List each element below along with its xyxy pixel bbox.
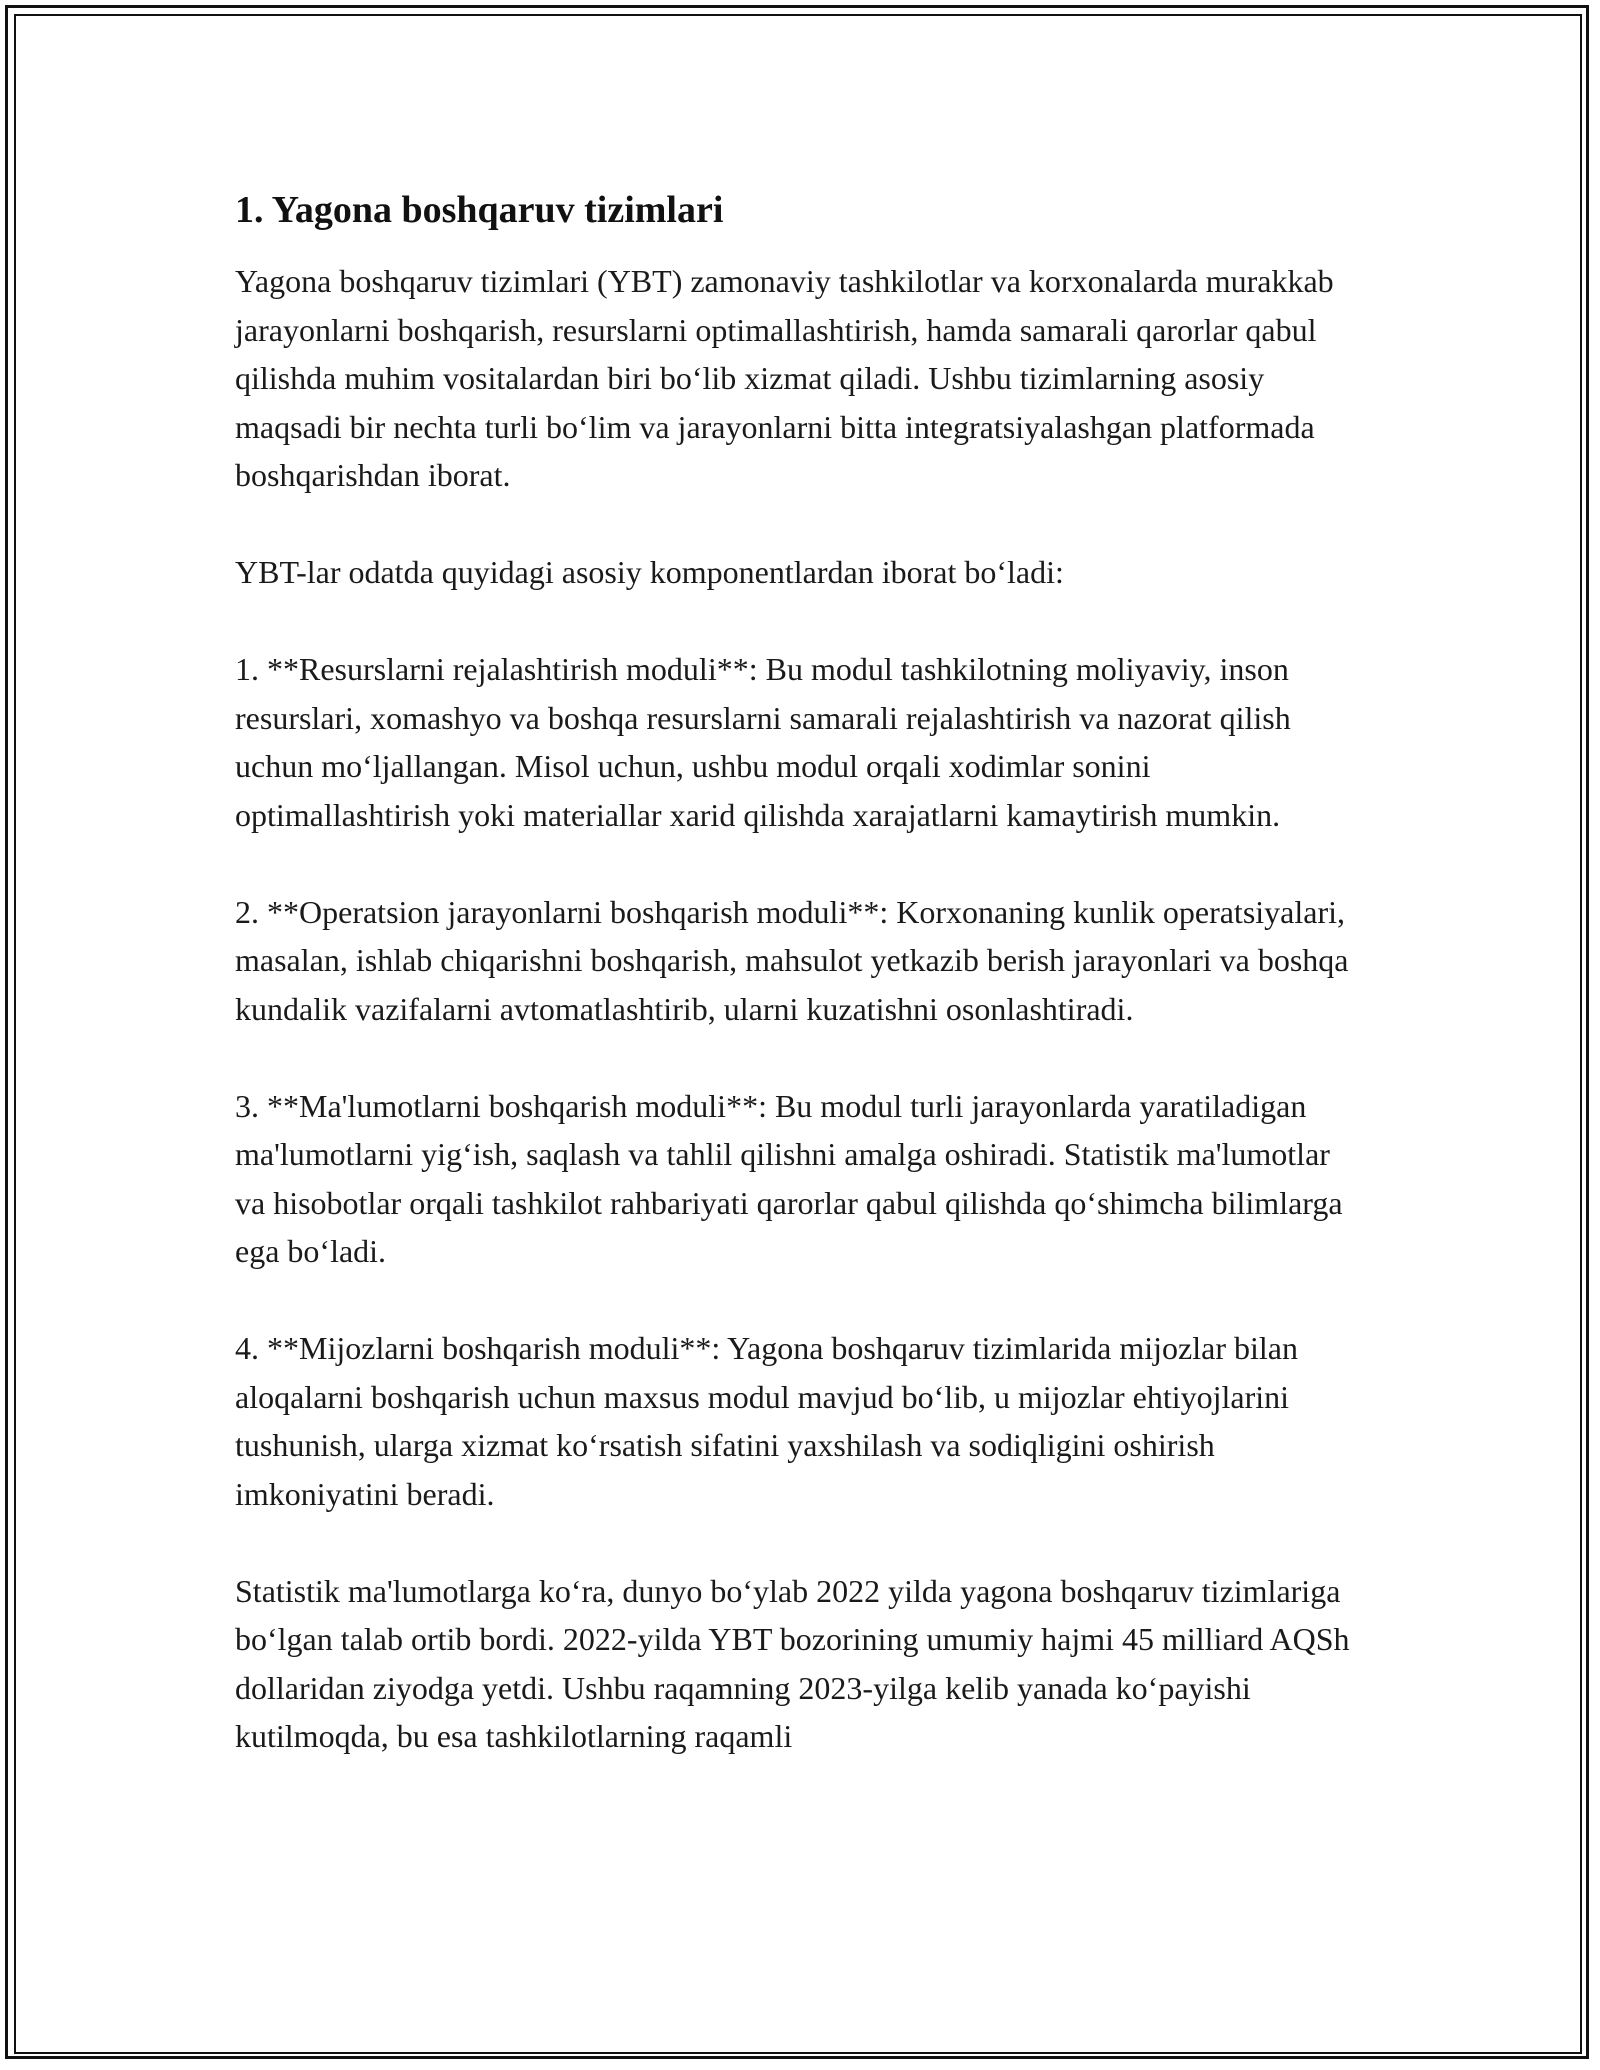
paragraph-statistics: Statistik ma'lumotlarga koʻra, dunyo boʻylab 2022 yilda yagona boshqaruv tizimlariga boʻlgan talab ortib bordi. 2022-yilda YBT bozorining umumiy hajmi 45 milliard AQSh dollaridan ziyodga yetdi. Ushbu raqamning 2023-yilga kelib yanada koʻpayishi kutilmoqda, bu esa tashkilotlarning raqamli	[235, 1572, 1350, 1754]
paragraph-intro: Yagona boshqaruv tizimlari (YBT) zamonaviy tashkilotlar va korxonalarda murakkab jarayonlarni boshqarish, resurslarni optimallashtirish, hamda samarali qarorlar qabul qilishda muhim vositalardan biri boʻlib xizmat qiladi. Ushbu tizimlarning asosiy maqsadi bir nechta turli boʻlim va jarayonlarni bitta integratsiyalashgan platformada boshqarishdan iborat.	[235, 263, 1334, 493]
paragraph-resource-module: 1. **Resurslarni rejalashtirish moduli**: Bu modul tashkilotning moliyaviy, inson resurslari, xomashyo va boshqa resurslarni samarali rejalashtirish va nazorat qilish uchun moʻljallangan. Misol uchun, ushbu modul orqali xodimlar sonini optimallashtirish yoki materiallar xarid qilishda xarajatlarni kamaytirish mumkin.	[235, 651, 1291, 833]
paragraph-data-module: 3. **Ma'lumotlarni boshqarish moduli**: Bu modul turli jarayonlarda yaratiladigan ma'lumotlarni yigʻish, saqlash va tahlil qilishni amalga oshiradi. Statistik ma'lumotlar va hisobotlar orqali tashkilot rahbariyati qarorlar qabul qilishda qoʻshimcha bilimlarga ega boʻladi.	[235, 1087, 1343, 1269]
document-body	[235, 185, 1365, 1809]
paragraph-operations-module: 2. **Operatsion jarayonlarni boshqarish moduli**: Korxonaning kunlik operatsiyalari, masalan, ishlab chiqarishni boshqarish, mahsulot yetkazib berish jarayonlari va boshqa kundalik vazifalarni avtomatlashtirib, ularni kuzatishni osonlashtiradi.	[235, 893, 1349, 1027]
paragraph-customer-module: 4. **Mijozlarni boshqarish moduli**: Yagona boshqaruv tizimlarida mijozlar bilan aloqalarni boshqarish uchun maxsus modul mavjud boʻlib, u mijozlar ehtiyojlarini tushunish, ularga xizmat koʻrsatish sifatini yaxshilash va sodiqligini oshirish imkoniyatini beradi.	[235, 1330, 1298, 1512]
section-heading: 1. Yagona boshqaruv tizimlari	[235, 189, 724, 231]
paragraph-components-intro: YBT-lar odatda quyidagi asosiy komponentlardan iborat boʻladi:	[235, 554, 1064, 590]
